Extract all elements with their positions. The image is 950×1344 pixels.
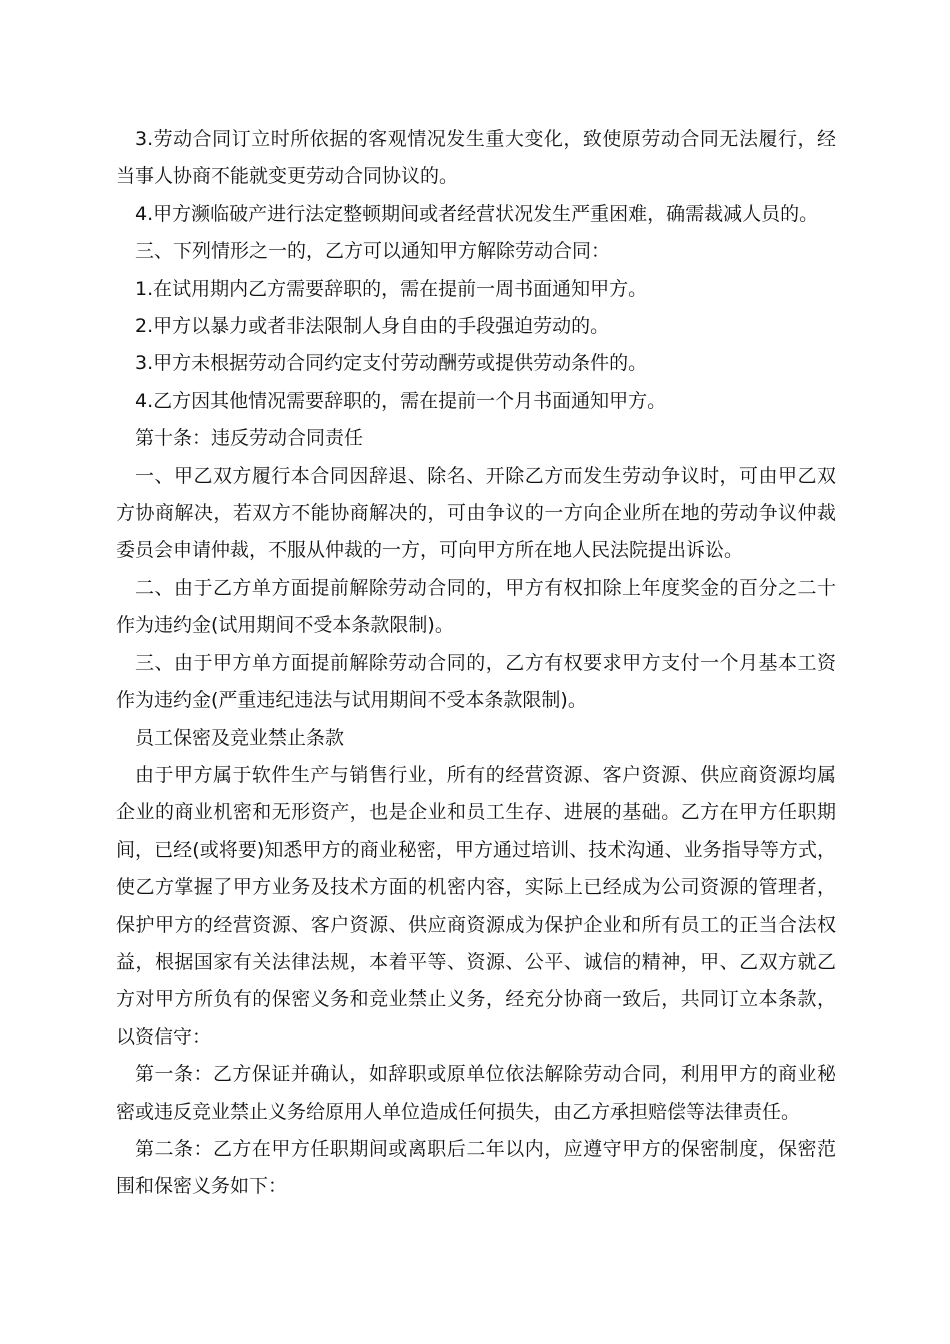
clause-paragraph: 由于甲方属于软件生产与销售行业，所有的经营资源、客户资源、供应商资源均属企业的商业机密和无形资产，也是企业和员工生存、进展的基础。乙方在甲方任职期间，已经(或将要)知悉甲方的商业秘密，甲方通过培训、技术沟通、业务指导等方式，使乙方掌握了甲方业务及技术方面的机密内容，实际上已经成为公司资源的管理者，保护甲方的经营资源、客户资源、供应商资源成为保护企业和所有员工的正当合法权益，根据国家有关法律法规，本着平等、资源、公平、诚信的精神，甲、乙双方就乙方对甲方所负有的保密义务和竞业禁止义务，经充分协商一致后，共同订立本条款，以资信守： — [116, 763, 836, 1048]
article-heading: 第十条：违反劳动合同责任 — [135, 427, 364, 450]
section-heading: 三、下列情形之一的，乙方可以通知甲方解除劳动合同： — [135, 240, 611, 263]
clause-paragraph: 4.乙方因其他情况需要辞职的，需在提前一个月书面通知甲方。 — [135, 389, 667, 412]
clause-paragraph: 一、甲乙双方履行本合同因辞退、除名、开除乙方而发生劳动争议时，可由甲乙双方协商解决，若双方不能协商解决的，可由争议的一方向企业所在地的劳动争议仲裁委员会申请仲裁，不服从仲裁的一方，可向甲方所在地人民法院提出诉讼。 — [116, 464, 836, 562]
clause-paragraph: 3.甲方未根据劳动合同约定支付劳动酬劳或提供劳动条件的。 — [135, 352, 648, 375]
clause-paragraph: 3.劳动合同订立时所依据的客观情况发生重大变化，致使原劳动合同无法履行，经当事人协商不能就变更劳动合同协议的。 — [116, 128, 836, 188]
clause-paragraph: 第二条：乙方在甲方任职期间或离职后二年以内，应遵守甲方的保密制度，保密范围和保密义务如下： — [116, 1137, 836, 1198]
clause-paragraph: 2.甲方以暴力或者非法限制人身自由的手段强迫劳动的。 — [135, 315, 610, 338]
section-heading: 员工保密及竞业禁止条款 — [135, 726, 345, 749]
clause-paragraph: 第一条：乙方保证并确认，如辞职或原单位依法解除劳动合同，利用甲方的商业秘密或违反竞业禁止义务给原用人单位造成任何损失，由乙方承担赔偿等法律责任。 — [116, 1063, 836, 1123]
clause-paragraph: 二、由于乙方单方面提前解除劳动合同的，甲方有权扣除上年度奖金的百分之二十作为违约金(试用期间不受本条款限制)。 — [116, 576, 836, 637]
clause-paragraph: 4.甲方濒临破产进行法定整顿期间或者经营状况发生严重困难，确需裁减人员的。 — [135, 202, 819, 225]
clause-paragraph: 1.在试用期内乙方需要辞职的，需在提前一周书面通知甲方。 — [135, 277, 648, 300]
clause-paragraph: 三、由于甲方单方面提前解除劳动合同的，乙方有权要求甲方支付一个月基本工资作为违约金(严重违纪违法与试用期间不受本条款限制)。 — [116, 651, 836, 712]
document-body — [116, 121, 836, 1206]
